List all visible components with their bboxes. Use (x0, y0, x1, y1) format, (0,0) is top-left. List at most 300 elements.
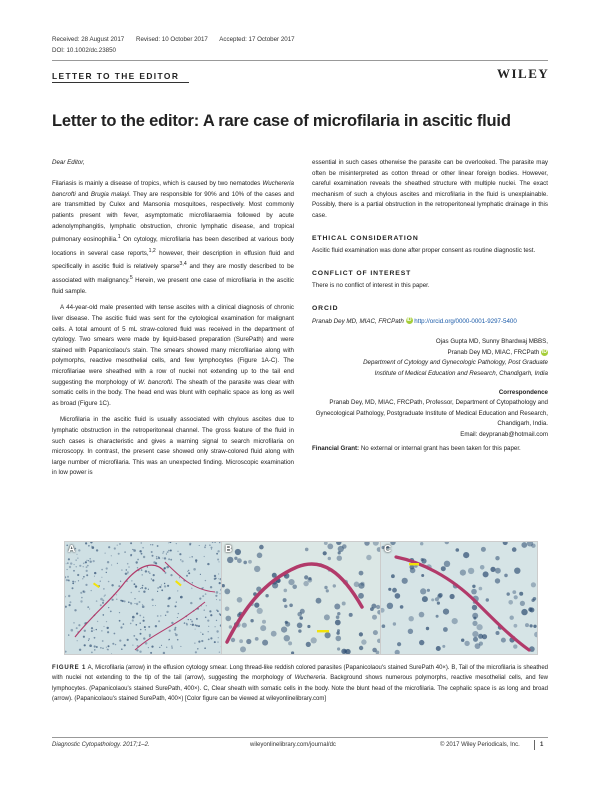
cell-nucleus (284, 635, 290, 641)
cell-nucleus (107, 561, 109, 563)
correspondence-heading: Correspondence (498, 388, 548, 396)
cell-nucleus (289, 604, 293, 608)
cell-nucleus (169, 597, 171, 599)
cell-nucleus (217, 610, 219, 612)
cell-nucleus (343, 649, 347, 653)
cell-nucleus (408, 629, 413, 634)
cell-nucleus (136, 561, 138, 563)
orcid-heading: ORCID (312, 304, 339, 312)
cell-nucleus (130, 602, 131, 603)
cell-nucleus (91, 652, 93, 654)
cell-nucleus (100, 581, 101, 582)
cell-nucleus (382, 624, 386, 628)
cell-nucleus (101, 630, 102, 631)
cell-nucleus (91, 546, 92, 547)
cell-nucleus (177, 617, 178, 618)
cell-nucleus (176, 543, 177, 544)
cell-nucleus (197, 648, 199, 650)
cell-nucleus (501, 638, 506, 643)
cell-nucleus (298, 629, 301, 632)
cell-nucleus (358, 593, 364, 599)
cell-nucleus (204, 546, 206, 548)
cell-nucleus (495, 568, 501, 574)
cell-nucleus (180, 559, 181, 560)
cell-nucleus (124, 600, 126, 602)
cell-nucleus (248, 560, 252, 564)
cell-nucleus (208, 639, 210, 641)
cell-nucleus (167, 551, 169, 553)
cell-nucleus (257, 608, 263, 614)
cell-nucleus (73, 570, 75, 572)
citation-ref[interactable]: 1 (117, 234, 121, 241)
cell-nucleus (508, 600, 513, 605)
cell-nucleus (215, 626, 216, 627)
orcid-link[interactable]: http://orcid.org/0000-0001-9297-5400 (414, 317, 517, 325)
figure-panel-c (380, 541, 538, 655)
cell-nucleus (218, 573, 219, 574)
doi[interactable]: DOI: 10.1002/dc.23850 (52, 47, 116, 54)
cell-nucleus (83, 576, 85, 578)
cell-nucleus (337, 612, 340, 615)
cell-nucleus (70, 562, 72, 564)
cell-nucleus (137, 559, 139, 561)
cell-nucleus (184, 622, 186, 624)
cell-nucleus (145, 629, 146, 630)
arrow-icon (409, 563, 419, 565)
cell-nucleus (120, 581, 121, 582)
cell-nucleus (306, 642, 311, 647)
cell-nucleus (208, 626, 209, 627)
correspondence-text: Pranab Dey, MD, MIAC, FRCPath, Professor, Department of Cytopathology and Gynecological Pathology, Postgraduate Institute of Medical Education and Research, Chandigarh, India. (315, 399, 548, 428)
cell-nucleus (214, 578, 216, 580)
cell-nucleus (361, 582, 365, 586)
cell-nucleus (349, 613, 353, 617)
cell-nucleus (66, 563, 67, 564)
cell-nucleus (207, 620, 209, 622)
cell-nucleus (507, 592, 510, 595)
cell-nucleus (91, 590, 92, 591)
cell-nucleus (334, 604, 340, 610)
cell-nucleus (161, 645, 162, 646)
cell-nucleus (373, 630, 378, 635)
cell-nucleus (304, 575, 308, 579)
header-divider (52, 60, 548, 61)
cell-nucleus (105, 553, 106, 554)
cell-nucleus (473, 637, 478, 642)
cell-nucleus (151, 578, 152, 579)
citation-ref[interactable]: 5 (129, 275, 133, 282)
cell-nucleus (284, 605, 287, 608)
cell-nucleus (186, 623, 187, 624)
cell-nucleus (152, 605, 153, 606)
cell-nucleus (85, 584, 87, 586)
cell-nucleus (495, 578, 500, 583)
cell-nucleus (130, 542, 132, 544)
cell-nucleus (243, 561, 247, 565)
cell-nucleus (162, 553, 163, 554)
cell-nucleus (217, 550, 219, 552)
cell-nucleus (143, 556, 145, 558)
cell-nucleus (68, 595, 70, 597)
cell-nucleus (83, 636, 85, 638)
cell-nucleus (528, 607, 532, 611)
cell-nucleus (115, 644, 116, 645)
cell-nucleus (216, 620, 217, 621)
cell-nucleus (336, 615, 340, 619)
cell-nucleus (281, 627, 287, 633)
cell-nucleus (158, 620, 160, 622)
cell-nucleus (153, 574, 155, 576)
cell-nucleus (157, 615, 159, 617)
cell-nucleus (125, 573, 127, 575)
cell-nucleus (166, 553, 167, 554)
cell-nucleus (472, 605, 477, 610)
cell-nucleus (203, 587, 204, 588)
cell-nucleus (193, 568, 196, 571)
cell-nucleus (165, 572, 167, 574)
cell-nucleus (337, 629, 340, 632)
micrograph-b (222, 542, 380, 654)
cell-nucleus (82, 590, 84, 592)
cell-nucleus (79, 649, 81, 651)
cell-nucleus (420, 588, 426, 594)
cell-nucleus (471, 589, 477, 595)
cell-nucleus (189, 557, 190, 558)
cell-nucleus (143, 617, 144, 618)
cell-nucleus (227, 557, 233, 563)
cell-nucleus (200, 632, 201, 633)
cell-nucleus (316, 598, 322, 604)
cell-nucleus (106, 647, 107, 648)
cell-nucleus (231, 638, 235, 642)
cell-nucleus (94, 637, 96, 639)
cell-nucleus (116, 599, 117, 600)
cell-nucleus (69, 566, 71, 568)
cell-nucleus (495, 556, 499, 560)
cell-nucleus (461, 639, 464, 642)
cell-nucleus (210, 614, 212, 616)
cell-nucleus (162, 558, 163, 559)
cell-nucleus (76, 560, 77, 561)
cell-nucleus (108, 546, 110, 548)
cell-nucleus (141, 553, 143, 555)
orcid-icon[interactable]: iD (542, 348, 547, 355)
cell-nucleus (157, 545, 159, 547)
cell-nucleus (246, 639, 251, 644)
cell-nucleus (96, 549, 98, 551)
cell-nucleus (108, 607, 109, 608)
cell-nucleus (175, 633, 176, 634)
cell-nucleus (195, 559, 197, 561)
cell-nucleus (204, 647, 206, 649)
cell-nucleus (168, 639, 169, 640)
cell-nucleus (119, 543, 120, 544)
cell-nucleus (178, 613, 179, 614)
cell-nucleus (421, 574, 424, 577)
cell-nucleus (111, 555, 112, 556)
cell-nucleus (177, 639, 179, 641)
authors-line-2: Pranab Dey MD, MIAC, FRCPath iD (447, 348, 547, 356)
cell-nucleus (139, 550, 141, 552)
cell-nucleus (151, 551, 153, 553)
paragraph-continued: essential in such cases otherwise the parasite can be overlooked. The parasite may often be misinterpreted as cotton thread or other linear foreign bodies. However, careful examination reveals the sheathed structure with multiple nuclei. The exact mechanism of such a chylous ascites and microfilaria in the fluid is unexplainable. Possibly, there is a partial obstruction in the retroperitoneal lymphatic drainage in this case. (312, 159, 548, 219)
cell-nucleus (480, 565, 485, 570)
cell-nucleus (161, 584, 162, 585)
cell-nucleus (127, 639, 129, 641)
cell-nucleus (387, 603, 393, 609)
cell-nucleus (180, 646, 181, 647)
cell-nucleus (85, 561, 87, 563)
conflict-heading: CONFLICT OF INTEREST (312, 269, 412, 277)
copyright: © 2017 Wiley Periodicals, Inc. (440, 742, 520, 748)
cell-nucleus (96, 629, 97, 630)
cell-nucleus (168, 542, 169, 543)
cell-nucleus (217, 641, 218, 642)
cell-nucleus (209, 610, 211, 612)
cell-nucleus (337, 556, 342, 561)
cell-nucleus (87, 565, 89, 567)
cell-nucleus (226, 616, 232, 622)
cell-nucleus (142, 547, 143, 548)
cell-nucleus (83, 563, 85, 565)
cell-nucleus (164, 557, 166, 559)
cell-nucleus (481, 547, 486, 552)
cell-nucleus (133, 635, 135, 637)
cell-nucleus (468, 568, 474, 574)
cell-nucleus (217, 559, 219, 561)
cell-nucleus (169, 630, 171, 632)
cell-nucleus (76, 554, 77, 555)
cell-nucleus (86, 570, 88, 572)
cell-nucleus (112, 643, 114, 645)
cell-nucleus (136, 624, 138, 626)
cell-nucleus (136, 649, 138, 651)
cell-nucleus (94, 572, 96, 574)
cell-nucleus (307, 578, 312, 583)
cell-nucleus (164, 585, 166, 587)
cell-nucleus (180, 596, 183, 599)
cell-nucleus (201, 640, 203, 642)
cell-nucleus (152, 579, 154, 581)
cell-nucleus (436, 615, 439, 618)
cell-nucleus (533, 625, 536, 628)
cell-nucleus (444, 561, 450, 567)
cell-nucleus (240, 646, 246, 652)
cell-nucleus (140, 633, 142, 635)
cell-nucleus (165, 615, 166, 616)
cell-nucleus (393, 622, 396, 625)
cell-nucleus (254, 603, 259, 608)
cell-nucleus (139, 615, 141, 617)
cell-nucleus (127, 563, 129, 565)
cell-nucleus (208, 631, 209, 632)
cell-nucleus (127, 573, 128, 574)
cell-nucleus (76, 627, 78, 629)
cell-nucleus (156, 556, 158, 558)
cell-nucleus (327, 544, 333, 550)
cell-nucleus (338, 546, 344, 552)
cell-nucleus (77, 640, 78, 641)
cell-nucleus (134, 598, 135, 599)
cell-nucleus (89, 644, 92, 647)
cell-nucleus (479, 587, 483, 591)
cell-nucleus (73, 622, 74, 623)
cell-nucleus (116, 594, 117, 595)
cell-nucleus (91, 627, 93, 629)
cell-nucleus (78, 624, 80, 626)
cell-nucleus (354, 582, 360, 588)
cell-nucleus (94, 645, 96, 647)
paragraph-discussion: Microfilaria in the ascitic fluid is usually associated with chylous ascites due to lymphatic obstruction in the retroperitoneal channel. The gross feature of the fluid in such cases is characteristic and gives a warning signal to search microfilaria on microscopy. In contrast, the present case showed only straw-colored fluid along with large number of microfilaria. This was an unexpected finding. Microscopic examination in low power is (52, 416, 294, 477)
cell-nucleus (410, 565, 415, 570)
cell-nucleus (86, 574, 88, 576)
cell-nucleus (192, 624, 194, 626)
cell-nucleus (141, 542, 142, 543)
cell-nucleus (525, 623, 529, 627)
cell-nucleus (285, 622, 290, 627)
cell-nucleus (328, 557, 331, 560)
cell-nucleus (443, 627, 448, 632)
cell-nucleus (158, 556, 159, 557)
cell-nucleus (103, 588, 104, 589)
cell-nucleus (118, 553, 120, 555)
cell-nucleus (311, 637, 317, 643)
journal-citation: Diagnostic Cytopathology. 2017;1–2. (52, 742, 150, 748)
cell-nucleus (477, 624, 483, 630)
cell-nucleus (179, 553, 181, 555)
ethics-text: Ascitic fluid examination was done after proper consent as routine diagnostic test. (312, 247, 536, 255)
cell-nucleus (119, 620, 121, 622)
cell-nucleus (164, 583, 165, 584)
cell-nucleus (237, 597, 243, 603)
cell-nucleus (323, 551, 327, 555)
cell-nucleus (122, 600, 124, 602)
cell-nucleus (102, 648, 103, 649)
cell-nucleus (142, 605, 145, 608)
salutation: Dear Editor, (52, 159, 85, 166)
cell-nucleus (427, 589, 430, 592)
cell-nucleus (148, 626, 150, 628)
cell-nucleus (190, 602, 192, 604)
cell-nucleus (262, 620, 266, 624)
cell-nucleus (88, 545, 90, 547)
cell-nucleus (288, 579, 294, 585)
cell-nucleus (177, 590, 178, 591)
cell-nucleus (188, 572, 190, 574)
cell-nucleus (86, 560, 87, 561)
cell-nucleus (136, 613, 138, 615)
cell-nucleus (69, 604, 71, 606)
cell-nucleus (192, 582, 193, 583)
cell-nucleus (531, 599, 534, 602)
cell-nucleus (472, 621, 477, 626)
cell-nucleus (118, 585, 120, 587)
cell-nucleus (170, 550, 172, 552)
orcid-icon[interactable]: iD (406, 317, 412, 324)
cell-nucleus (68, 580, 69, 581)
cell-nucleus (167, 585, 169, 587)
cell-nucleus (139, 651, 141, 653)
cell-nucleus (171, 622, 173, 624)
cell-nucleus (189, 543, 191, 545)
cell-nucleus (148, 647, 149, 648)
cell-nucleus (510, 616, 514, 620)
cell-nucleus (496, 631, 500, 635)
cell-nucleus (420, 542, 423, 545)
cell-nucleus (84, 630, 86, 632)
cell-nucleus (326, 589, 329, 592)
cell-nucleus (126, 569, 127, 570)
cell-nucleus (149, 572, 151, 574)
cell-nucleus (96, 646, 98, 648)
cell-nucleus (166, 611, 168, 613)
cell-nucleus (107, 631, 109, 633)
journal-url[interactable]: wileyonlinelibrary.com/journal/dc (250, 742, 336, 748)
cell-nucleus (78, 580, 79, 581)
cell-nucleus (133, 549, 136, 552)
cell-nucleus (422, 596, 428, 602)
footer-divider (52, 737, 548, 738)
cell-nucleus (514, 624, 518, 628)
cell-nucleus (435, 597, 439, 601)
cell-nucleus (490, 567, 495, 572)
cell-nucleus (80, 600, 82, 602)
cell-nucleus (82, 578, 83, 579)
cell-nucleus (143, 620, 145, 622)
cell-nucleus (170, 559, 172, 561)
cell-nucleus (194, 643, 195, 644)
cell-nucleus (372, 648, 377, 653)
section-label: LETTER TO THE EDITOR (52, 71, 180, 81)
section-underline (52, 82, 189, 83)
citation-ref[interactable]: 3,4 (179, 261, 187, 268)
cell-nucleus (179, 577, 180, 578)
correspondence-email[interactable]: Email: deypranab@hotmail.com (460, 430, 548, 438)
panel-label: C (384, 544, 392, 555)
cell-nucleus (205, 580, 206, 581)
cell-nucleus (88, 560, 89, 561)
cell-nucleus (307, 625, 310, 628)
article-title: Letter to the editor: A rare case of microfilaria in ascitic fluid (52, 112, 511, 130)
cell-nucleus (504, 574, 508, 578)
cell-nucleus (139, 601, 141, 603)
citation-ref[interactable]: 1,2 (148, 247, 156, 254)
cell-nucleus (170, 574, 172, 576)
cell-nucleus (250, 619, 253, 622)
cell-nucleus (140, 629, 142, 631)
cell-nucleus (359, 571, 364, 576)
cell-nucleus (156, 558, 158, 560)
cell-nucleus (421, 558, 424, 561)
cell-nucleus (140, 588, 141, 589)
cell-nucleus (186, 575, 188, 577)
cell-nucleus (164, 567, 166, 569)
cell-nucleus (443, 609, 449, 615)
cell-nucleus (196, 625, 198, 627)
cell-nucleus (259, 545, 264, 550)
cell-nucleus (155, 562, 157, 564)
cell-nucleus (191, 556, 193, 558)
cell-nucleus (111, 565, 112, 566)
cell-nucleus (513, 644, 517, 648)
cell-nucleus (103, 626, 104, 627)
cell-nucleus (124, 551, 126, 553)
cell-nucleus (206, 605, 207, 606)
cell-nucleus (190, 624, 191, 625)
cell-nucleus (108, 581, 110, 583)
cell-nucleus (157, 587, 158, 588)
cell-nucleus (388, 588, 391, 591)
